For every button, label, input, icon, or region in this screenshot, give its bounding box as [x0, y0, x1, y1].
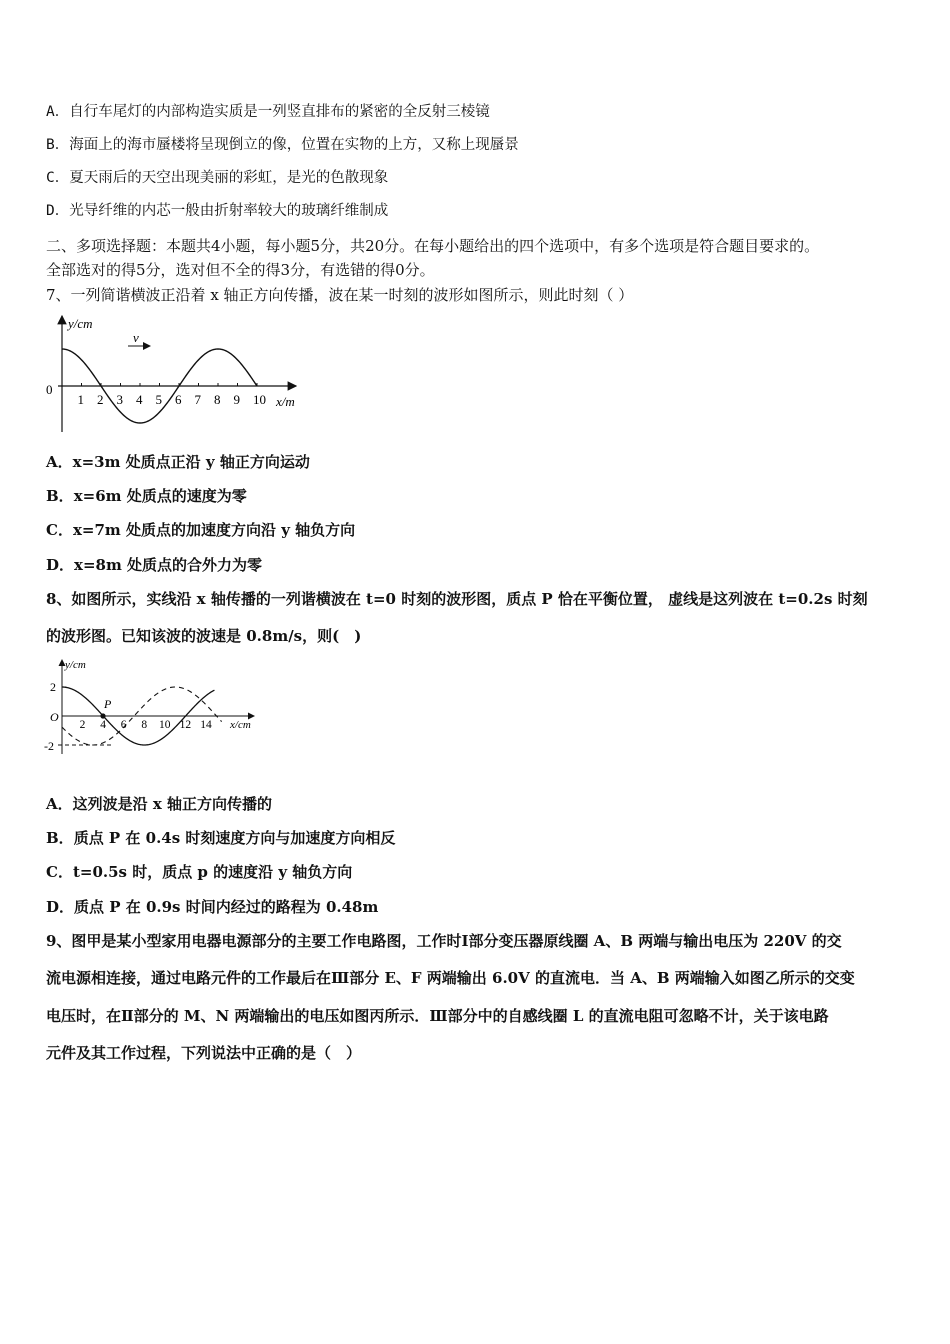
q9-stem-line4: 元件及其工作过程，下列说法中正确的是（ ）: [46, 1044, 362, 1062]
q7-tick-6: 6: [175, 392, 182, 407]
q8-tick-12: 12: [179, 719, 192, 731]
prev-option-b: B．海面上的海市蜃楼将呈现倒立的像，位置在实物的上方，又称上现蜃景: [46, 137, 519, 153]
prev-option-d: D．光导纤维的内芯一般由折射率较大的玻璃纤维制成: [46, 203, 389, 219]
q8-tick-4: 4: [100, 719, 106, 731]
q8-tick-6: 6: [120, 719, 127, 731]
q7-velocity-label: v: [133, 330, 139, 345]
q7-tick-8: 8: [214, 392, 221, 407]
q9-stem-line3: 电压时，在Ⅱ部分的 M、N 两端输出的电压如图丙所示．Ⅲ部分中的自感线圈 L 的直流电阻可忽略不计，关于该电路: [46, 1007, 829, 1025]
q8-tick-2: 2: [79, 719, 86, 731]
q7-option-b: B．x=6m 处质点的速度为零: [46, 487, 247, 505]
section-heading-line2: 全部选对的得5分，选对但不全的得3分，有选错的得0分。: [46, 261, 435, 279]
q8-origin-label: O: [50, 710, 59, 724]
q7-tick-7: 7: [194, 392, 201, 407]
q7-tick-4: 4: [136, 392, 143, 407]
q7-tick-labels: [78, 383, 267, 407]
section-heading-line1: 二、多项选择题：本题共4小题，每小题5分，共20分。在每小题给出的四个选项中，有多个选项是符合题目要求的。: [46, 237, 820, 255]
q7-origin-label: 0: [46, 382, 53, 397]
q8-tick-14: 14: [200, 719, 212, 731]
q7-y-label: y/cm: [68, 316, 93, 331]
q8-tick-labels: [80, 719, 212, 731]
q8-point-p: [100, 713, 105, 718]
q8-option-d: D．质点 P 在 0.9s 时间内经过的路程为 0.48m: [46, 898, 379, 916]
q8-wave-figure: [42, 656, 258, 756]
q8-y-min-label: -2: [44, 739, 54, 753]
q7-tick-5: 5: [155, 392, 162, 407]
q7-option-c: C．x=7m 处质点的加速度方向沿 y 轴负方向: [46, 521, 356, 539]
prev-option-a: A．自行车尾灯的内部构造实质是一列竖直排布的紧密的全反射三棱镜: [46, 104, 490, 120]
q8-tick-8: 8: [141, 719, 148, 731]
q7-tick-3: 3: [116, 392, 123, 407]
q7-tick-9: 9: [233, 392, 240, 407]
prev-option-c: C．夏天雨后的天空出现美丽的彩虹，是光的色散现象: [46, 170, 389, 186]
q8-option-c: C．t=0.5s 时，质点 p 的速度沿 y 轴负方向: [46, 863, 353, 881]
q7-wave-figure: [44, 312, 304, 438]
q7-tick-1: 1: [77, 392, 84, 407]
q8-point-p-label: P: [104, 697, 112, 711]
q8-option-a: A．这列波是沿 x 轴正方向传播的: [46, 795, 273, 813]
q8-stem-line2: 的波形图。已知该波的波速是 0.8m/s，则( ): [46, 627, 362, 645]
q8-option-b: B．质点 P 在 0.4s 时刻速度方向与加速度方向相反: [46, 829, 396, 847]
q7-tick-10: 10: [253, 392, 266, 407]
q8-y-max-label: 2: [50, 680, 56, 694]
q7-stem: 7、一列简谐横波正沿着 x 轴正方向传播，波在某一时刻的波形如图所示，则此时刻（ ）: [46, 286, 634, 304]
q9-stem-line1: 9、图甲是某小型家用电器电源部分的主要工作电路图，工作时Ⅰ部分变压器原线圈 A、B 两端与输出电压为 220V 的交: [46, 932, 842, 950]
q8-tick-10: 10: [159, 719, 171, 731]
q9-stem-line2: 流电源相连接，通过电路元件的工作最后在Ⅲ部分 E、F 两端输出 6.0V 的直流电．当 A、B 两端输入如图乙所示的交变: [46, 969, 855, 987]
q7-option-a: A．x=3m 处质点正沿 y 轴正方向运动: [46, 453, 310, 471]
q7-tick-2: 2: [97, 392, 104, 407]
q8-y-label: y/cm: [65, 659, 86, 671]
q7-x-label: x/m: [276, 394, 295, 409]
q8-x-label: x/cm: [230, 719, 251, 731]
q7-option-d: D．x=8m 处质点的合外力为零: [46, 556, 263, 574]
q8-stem-line1: 8、如图所示，实线沿 x 轴传播的一列谐横波在 t=0 时刻的波形图，质点 P 恰在平衡位置， 虚线是这列波在 t=0.2s 时刻: [46, 590, 868, 608]
